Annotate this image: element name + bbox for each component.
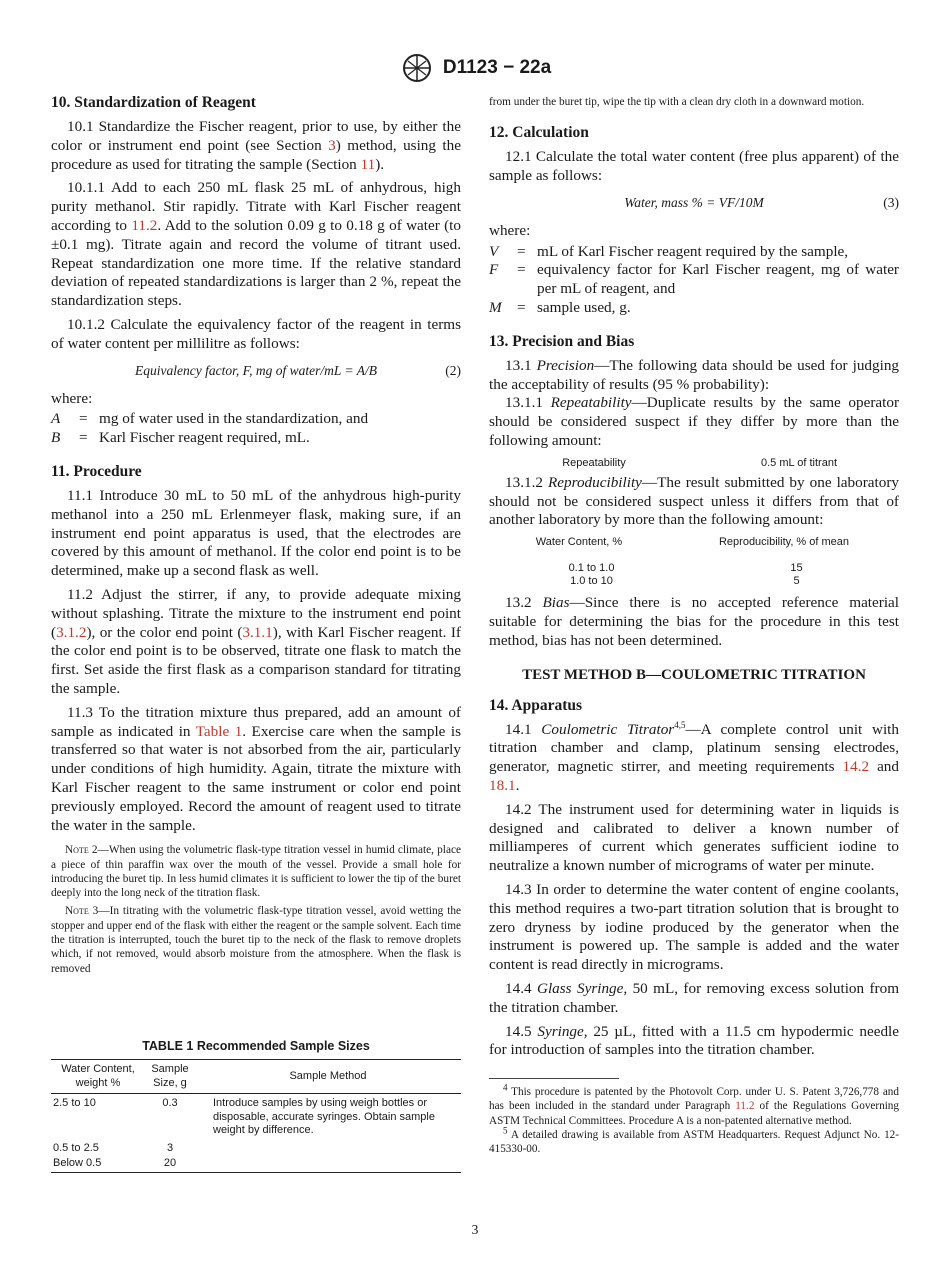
para-12-1: 12.1 Calculate the total water content (free plus apparent) of the sample as follows:	[489, 148, 899, 185]
test-method-b-heading: TEST METHOD B—COULOMETRIC TITRATION	[522, 666, 866, 683]
left-column	[51, 93, 461, 976]
astm-logo-icon	[399, 52, 435, 84]
definition-row: M = sample used, g.	[489, 299, 631, 317]
right-column	[489, 93, 899, 1156]
repeatability-row: Repeatability 0.5 mL of titrant	[562, 456, 838, 469]
para-13-1-2: 13.1.2 Reproducibility—The result submitted by one laboratory should not be considered suspect unless it differs from that of another laboratory by more than the following amount:	[489, 473, 899, 529]
equation-3: Water, mass % = VF/10M (3)	[624, 194, 899, 210]
page-header	[0, 52, 950, 84]
link-table-1[interactable]: Table 1	[195, 722, 243, 740]
para-14-2: 14.2 The instrument used for determining water in liquids is designed and calibrated to deliver a known number of milliamperes of current which generates sufficient iodine to neutralize a known number of micrograms of water per minute.	[489, 800, 899, 875]
para-10-1-2: 10.1.2 Calculate the equivalency factor of the reagent in terms of water content per millilitre as follows:	[51, 315, 461, 352]
table-1	[51, 1059, 461, 1173]
section-10-title: 10. Standardization of Reagent	[51, 94, 256, 111]
definition-row: B = Karl Fischer reagent required, mL.	[51, 429, 310, 447]
para-11-2: 11.2 Adjust the stirrer, if any, to provide adequate mixing without splashing. Titrate the mixture to the instrument end point (3.1.2), or the color end point (3.1.1), with Karl Fischer reagent. If the color end point is to be observed, titrate one flask to match the first. Set aside the first flask as a comparison standard for titrating the sample.	[51, 585, 461, 697]
link-11-2-footnote[interactable]: 11.2	[735, 1100, 755, 1113]
link-section-3[interactable]: 3	[328, 136, 336, 154]
table-row: Below 0.5 20	[51, 1156, 461, 1172]
para-14-1: 14.1 Coulometric Titrator$^{4,5}$—A complete control unit with titration chamber and clamp, platinum sensing electrodes, generator, magnetic stirrer, and meeting requirements 14.2 and 18.1.	[489, 719, 899, 795]
footnote-divider	[489, 1078, 619, 1079]
definitions-list	[51, 410, 461, 448]
footnote-4: $^4$ This procedure is patented by the Photovolt Corp. under U. S. Patent 3,726,778 and has been included in the standard under Paragraph 11.2 of the Regulations Governing ASTM Technical Committees. Procedure A is a non-patented alternative method.	[489, 1082, 899, 1127]
note-3: Note 3—In titrating with the volumetric flask-type titration vessel, avoid wetting the stopper and upper end of the flask with either the reagent or the sample solvent. Each time the titration is interrupted, touch the buret tip to the neck of the flask to remove droplets which, if not removed, would absorb moisture from the atmosphere. When the flask is removed	[51, 905, 461, 975]
link-14-2[interactable]: 14.2	[842, 758, 870, 776]
definition-row: V = mL of Karl Fischer reagent required by the sample,	[489, 242, 849, 260]
where-label: where:	[51, 389, 93, 407]
where-label: where:	[489, 221, 531, 239]
para-13-1-1: 13.1.1 Repeatability—Duplicate results by the same operator should be considered suspect if they differ by more than the following amount:	[489, 394, 900, 450]
definition-row: A = mg of water used in the standardization, and	[51, 410, 369, 428]
section-12-title: 12. Calculation	[489, 124, 589, 142]
section-11-title: 11. Procedure	[51, 462, 142, 480]
document-code: D1123 − 22a	[442, 57, 552, 78]
note-3-continued: from under the buret tip, wipe the tip with a clean dry cloth in a downward motion.	[489, 96, 865, 108]
section-14-title: 14. Apparatus	[489, 696, 583, 714]
para-10-1-1: 10.1.1 Add to each 250 mL flask 25 mL of anhydrous, high purity methanol. Stir rapidly. Titrate with Karl Fischer reagent according to 11.2. Add to the solution 0.09 g to 0.18 g of water (to ±0.1 mg). Titrate again and record the volume of titrant used. Repeat standardization one more time. If the relative standard deviation of repeated standardizations is larger than 2 %, repeat the standardization steps.	[51, 179, 461, 310]
table-row: 0.1 to 1.0 15	[568, 562, 803, 575]
para-10-1: 10.1 Standardize the Fischer reagent, prior to use, by either the color or instrument end point (see Section 3) method, using the procedure as used for titrating the sample (Section 11).	[51, 118, 461, 173]
table-header: Water Content, weight %	[51, 1060, 145, 1094]
link-3-1-1[interactable]: 3.1.1	[242, 623, 273, 641]
para-14-4: 14.4 Glass Syringe, 50 mL, for removing excess solution from the titration chamber.	[489, 980, 900, 1016]
table-header: Sample Method	[195, 1060, 461, 1094]
note-2: Note 2—When using the volumetric flask-type titration vessel in humid climate, place a piece of thin paraffin wax over the mouth of the vessel. Provide a small hole for introducing the buret tip. In less humid climates it is sufficient to lower the tip of the buret deeply into the long neck of the titration flask.	[51, 844, 461, 900]
definition-row: F = equivalency factor for Karl Fischer reagent, mg of water per mL of reagent, and	[489, 261, 899, 298]
table-header: Sample Size, g	[145, 1060, 195, 1094]
para-14-3: 14.3 In order to determine the water content of engine coolants, this method requires a two-part titration solution that is brought to zero dryness by iodine produced by the generator when the instrument is powered up. The sample is added and the water content is read directly in micrograms.	[489, 881, 899, 974]
table-1-title: TABLE 1 Recommended Sample Sizes	[142, 1039, 370, 1053]
para-13-1: 13.1 Precision—The following data should be used for judging the acceptability of results (95 % probability):	[489, 356, 900, 393]
para-11-1: 11.1 Introduce 30 mL to 50 mL of the anhydrous high-purity methanol into a 250 mL Erlenmeyer flask, making sure, if an instrument end point apparatus is used, that the electrodes are covered by this amount of methanol. If the color end point is to be determined, make up a second flask as well.	[51, 486, 461, 580]
table-row: 1.0 to 10 5	[570, 575, 800, 588]
para-13-2: 13.2 Bias—Since there is no accepted reference material suitable for determining the bias for the procedure in this test method, bias has not been determined.	[489, 594, 900, 649]
equation-2: Equivalency factor, F, mg of water/mL = A/B (2)	[135, 362, 461, 378]
table-row: 2.5 to 10 0.3 Introduce samples by using weigh bottles or disposable, accurate syringes. Obtain sample weight by difference.	[53, 1097, 435, 1136]
section-13-title: 13. Precision and Bias	[489, 332, 635, 350]
footnote-5: $^5$ A detailed drawing is available from ASTM Headquarters. Request Adjunct No. 12-415330-00.	[489, 1125, 899, 1155]
reproducibility-table: Water Content, % Reproducibility, % of mean 0.1 to 1.0 15 1.0 to 10 5	[489, 536, 899, 588]
table-row: 0.5 to 2.5 3	[53, 1141, 174, 1154]
link-18-1[interactable]: 18.1	[489, 777, 516, 795]
link-11-2[interactable]: 11.2	[131, 216, 158, 234]
page-number: 3	[471, 1222, 479, 1237]
link-3-1-2[interactable]: 3.1.2	[56, 623, 87, 641]
link-section-11[interactable]: 11	[360, 155, 376, 173]
para-11-3: 11.3 To the titration mixture thus prepared, add an amount of sample as indicated in Table 1. Exercise care when the sample is transferred so that water is not absorbed from the air, particularly under conditions of high humidity. Again, titrate the mixture with Karl Fischer reagent to the same instrument or color end point previously employed. Record the amount of reagent used to titrate the water in the sample.	[51, 703, 462, 834]
para-14-5: 14.5 Syringe, 25 µL, fitted with a 11.5 cm hypodermic needle for introduction of samples into the titration chamber.	[489, 1022, 900, 1059]
definitions-list	[489, 243, 899, 318]
